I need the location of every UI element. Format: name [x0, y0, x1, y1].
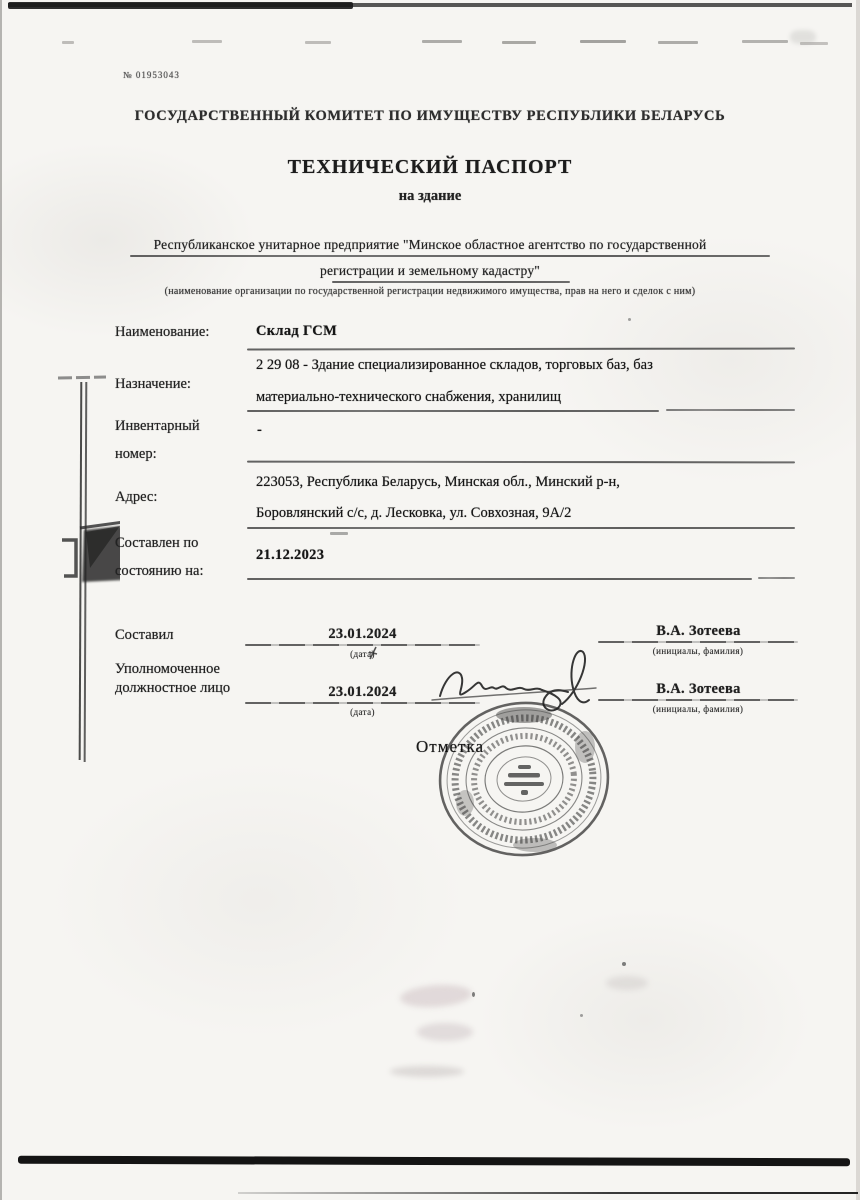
field-value-address-2: Боровлянский с/с, д. Лесковка, ул. Совхозная, 9А/2 — [256, 505, 572, 521]
field-rule-asof-b — [758, 577, 795, 579]
field-rule-name — [247, 348, 795, 351]
field-rule-asof — [247, 578, 752, 580]
org-underline-2 — [332, 281, 570, 283]
field-label-asof-1: Составлен по — [115, 535, 199, 551]
field-value-asof: 21.12.2023 — [256, 547, 325, 563]
org-underline-1 — [130, 255, 770, 257]
scan-artifact-smudge — [399, 983, 472, 1010]
scan-artifact-speck — [622, 962, 626, 966]
scan-artifact-dash — [742, 40, 788, 43]
field-label-inventory-1: Инвентарный — [115, 418, 200, 434]
scan-artifact-dash — [62, 41, 74, 44]
doc-subtitle: на здание — [398, 188, 462, 204]
scan-artifact-smudge — [606, 976, 648, 990]
scan-artifact-top-line-thick — [8, 2, 353, 9]
scan-artifact-dash — [192, 40, 222, 43]
authorized-label-2: должностное лицо — [115, 680, 231, 696]
org-caption: (наименование организации по государственной регистрации недвижимого имущества, прав на него и сделок с ним) — [164, 286, 696, 297]
scan-artifact-dash — [422, 40, 462, 43]
field-rule-inventory — [247, 461, 795, 464]
scan-artifact-speck — [790, 30, 816, 44]
scan-artifact-bottom-line-thick — [18, 1156, 850, 1167]
authorized-name: В.А. Зотеева — [656, 681, 741, 697]
scan-artifact-bottom-line-thin — [238, 1192, 858, 1194]
pen-tick-mark — [368, 645, 380, 661]
scan-artifact-speck — [472, 992, 475, 997]
committee-header: ГОСУДАРСТВЕННЫЙ КОМИТЕТ ПО ИМУЩЕСТВУ РЕСПУБЛИКИ БЕЛАРУСЬ — [134, 108, 726, 124]
field-value-inventory: - — [257, 422, 262, 438]
field-value-name: Склад ГСМ — [256, 323, 338, 339]
scan-artifact-right-edge — [856, 0, 860, 1200]
authorized-label-1: Уполномоченное — [115, 661, 220, 677]
scan-artifact-dash — [502, 41, 536, 44]
scan-artifact-speck — [580, 1014, 583, 1017]
field-value-address-1: 223053, Республика Беларусь, Минская обл., Минский р-н, — [256, 474, 620, 490]
scan-artifact-left-edge — [0, 0, 2, 1200]
field-label-name: Наименование: — [115, 324, 210, 340]
compiled-date: 23.01.2024 — [328, 626, 397, 642]
round-stamp — [435, 699, 613, 859]
field-label-address: Адрес: — [115, 489, 158, 505]
scan-artifact-dash — [658, 41, 698, 44]
field-label-purpose: Назначение: — [115, 376, 191, 392]
authorized-date-caption: (дата) — [350, 707, 375, 717]
field-rule-purpose-a — [247, 410, 659, 412]
authorized-name-caption: (инициалы, фамилия) — [652, 704, 744, 714]
field-value-purpose-2: материально-технического снабжения, хранилищ — [256, 389, 562, 405]
scan-artifact-speck — [628, 318, 631, 321]
authorized-name-rule — [598, 699, 798, 701]
handwritten-signature — [426, 642, 601, 722]
doc-title: ТЕХНИЧЕСКИЙ ПАСПОРТ — [287, 156, 573, 178]
field-rule-purpose-b — [666, 409, 795, 411]
form-number: № 01953043 — [123, 70, 180, 80]
scan-artifact-dash — [330, 532, 348, 535]
field-label-asof-2: состоянию на: — [115, 563, 204, 579]
scan-artifact-dash — [305, 41, 331, 44]
stamp-note-label: Отметка — [416, 737, 484, 756]
compiled-label: Составил — [115, 627, 174, 643]
compiled-name-caption: (инициалы, фамилия) — [652, 646, 744, 656]
compiled-date-caption: (дата) — [350, 649, 375, 659]
scan-artifact-smudge — [417, 1023, 473, 1041]
org-name-line1: Республиканское унитарное предприятие "Минское областное агентство по государственной — [153, 237, 707, 252]
scan-artifact-dash — [580, 40, 626, 43]
org-name-line2: регистрации и земельному кадастру" — [320, 263, 540, 278]
compiled-name: В.А. Зотеева — [656, 623, 741, 639]
compiled-name-rule — [598, 641, 798, 643]
binding-mark — [50, 368, 120, 778]
field-label-inventory-2: номер: — [115, 446, 157, 462]
field-value-purpose-1: 2 29 08 - Здание специализированное складов, торговых баз, баз — [256, 357, 653, 373]
authorized-date: 23.01.2024 — [328, 684, 397, 700]
field-rule-address — [247, 527, 795, 529]
scan-artifact-smudge — [390, 1066, 464, 1077]
